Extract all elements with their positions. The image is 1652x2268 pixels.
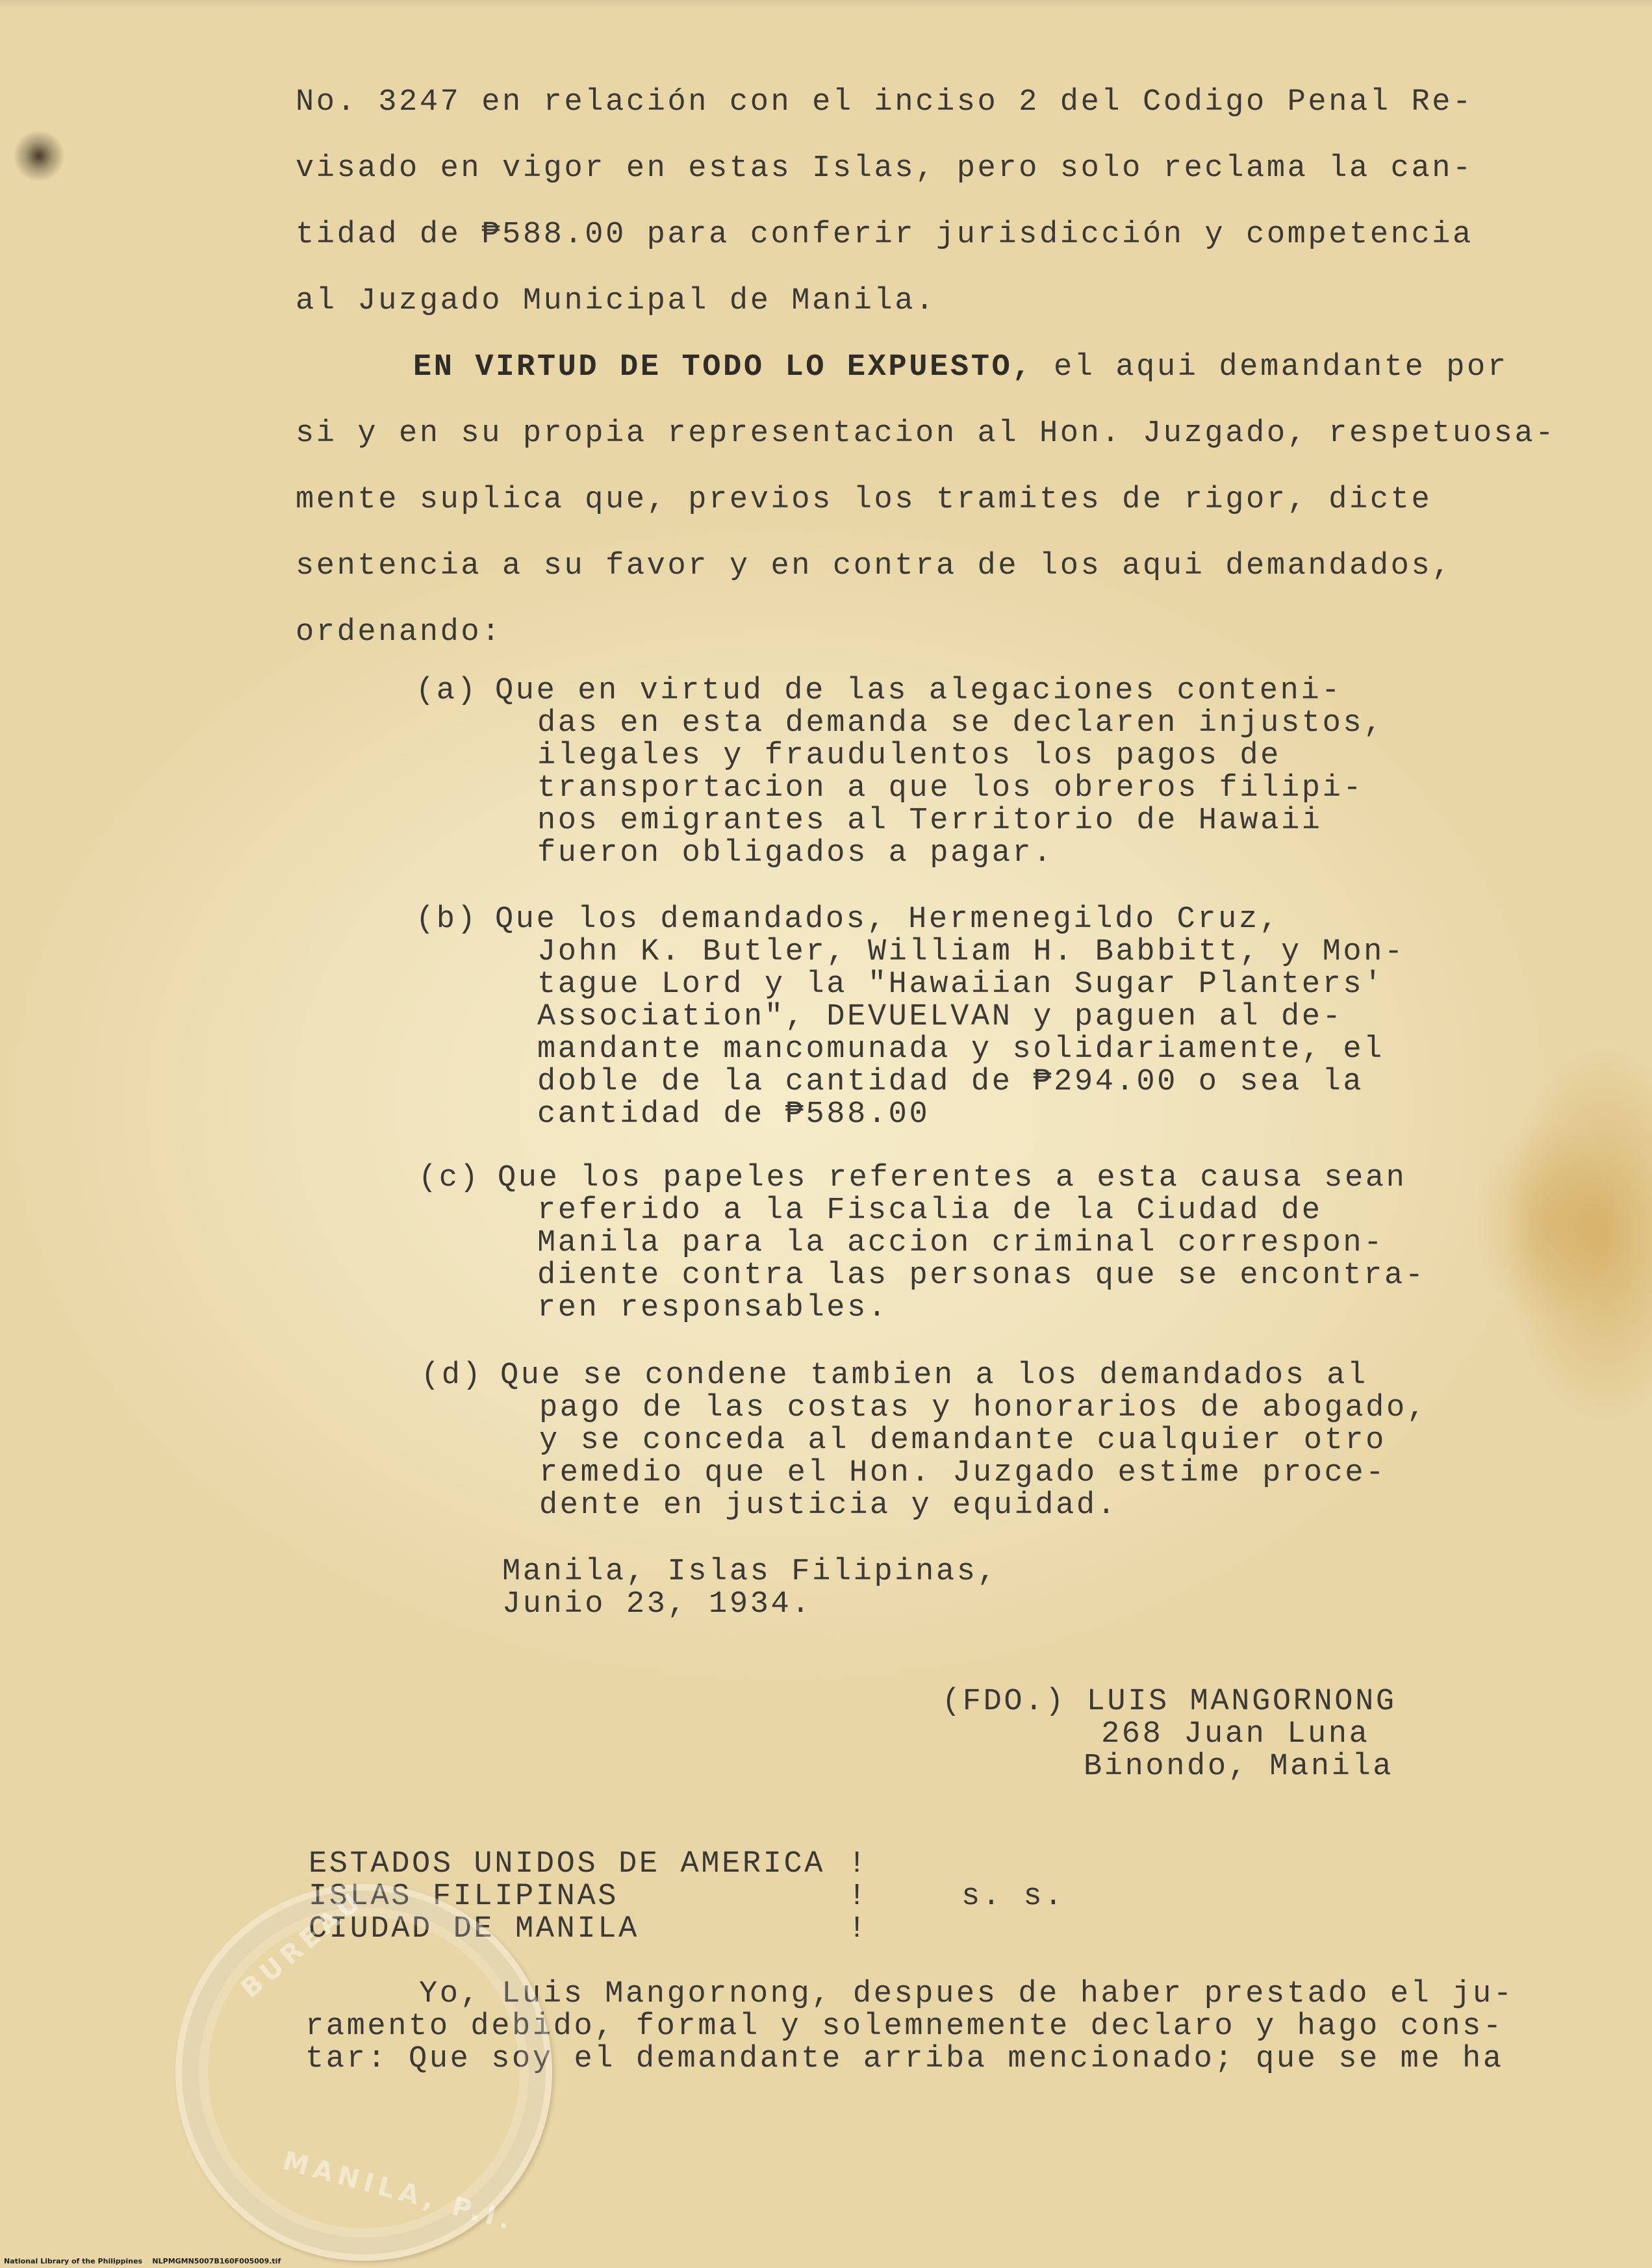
body-line <box>413 350 1508 386</box>
venue-bracket: ! <box>848 1847 869 1881</box>
venue-bracket: ! <box>848 1912 869 1946</box>
item-line: cantidad de ₱588.00 <box>537 1097 930 1132</box>
body-line: mente suplica que, previos los tramites de rigor, dicte <box>296 483 1432 517</box>
item-line: Que los demandados, Hermenegildo Cruz, <box>495 902 1280 937</box>
body-line: ordenando: <box>296 615 503 650</box>
lead-rest: el aqui demandante por <box>1033 350 1508 385</box>
oath-line: ramento debido, formal y solemnemente declaro y hago cons- <box>305 2009 1504 2044</box>
item-line: referido a la Fiscalia de la Ciudad de <box>537 1193 1323 1228</box>
oath-line: tar: Que soy el demandante arriba mencionado; que se me ha <box>305 2042 1504 2076</box>
item-line: doble de la cantidad de ₱294.00 o sea la <box>537 1065 1364 1099</box>
oath-line: Yo, Luis Mangornong, despues de haber prestado el ju- <box>419 1977 1514 2011</box>
body-line: al Juzgado Municipal de Manila. <box>296 284 936 318</box>
seal-text-bottom: MANILA, P.I. <box>279 2146 519 2237</box>
venue-line: ESTADOS UNIDOS DE AMERICA <box>309 1847 826 1881</box>
item-marker: (b) <box>416 902 478 937</box>
signature-address: 268 Juan Luna <box>1101 1717 1370 1752</box>
item-line: Que en virtud de las alegaciones conteni- <box>495 674 1342 708</box>
body-line: si y en su propia representacion al Hon. Juzgado, respetuosa- <box>296 416 1557 451</box>
place-line: Manila, Islas Filipinas, <box>502 1555 998 1589</box>
item-line: ilegales y fraudulentos los pagos de <box>537 739 1281 773</box>
ink-blot <box>13 130 65 182</box>
venue-line: ISLAS FILIPINAS <box>309 1879 619 1914</box>
item-marker: (a) <box>416 674 478 708</box>
item-line: tague Lord y la "Hawaiian Sugar Planters' <box>537 967 1384 1002</box>
date-line: Junio 23, 1934. <box>502 1587 813 1622</box>
venue-line: CIUDAD DE MANILA <box>309 1912 639 1946</box>
bold-lead: EN VIRTUD DE TODO LO EXPUESTO, <box>413 350 1034 385</box>
item-line: Que los papeles referentes a esta causa sean <box>498 1161 1407 1195</box>
item-line: Que se condene tambien a los demandados al <box>500 1358 1368 1393</box>
item-line: fueron obligados a pagar. <box>537 836 1054 871</box>
item-line: John K. Butler, William H. Babbitt, y Mon- <box>537 935 1405 969</box>
item-line: dente en justicia y equidad. <box>539 1488 1118 1523</box>
item-line: das en esta demanda se declaren injustos, <box>537 706 1384 741</box>
archive-footer: National Library of the Philippines NLPMGMN5007B160F005009.tif <box>4 2257 281 2265</box>
body-line: tidad de ₱588.00 para conferir jurisdicción y competencia <box>296 218 1473 252</box>
item-marker: (c) <box>418 1161 481 1195</box>
item-line: mandante mancomunada y solidariamente, el <box>537 1032 1384 1067</box>
body-line: visado en vigor en estas Islas, pero solo reclama la can- <box>296 151 1473 186</box>
item-line: diente contra las personas que se encontra- <box>537 1258 1426 1293</box>
venue-bracket: ! <box>848 1879 869 1914</box>
item-line: remedio que el Hon. Juzgado estime proce- <box>539 1456 1386 1490</box>
item-line: ren responsables. <box>537 1291 889 1325</box>
item-line: pago de las costas y honorarios de abogado, <box>539 1391 1428 1425</box>
body-line: sentencia a su favor y en contra de los aqui demandados, <box>296 549 1453 583</box>
item-line: nos emigrantes al Territorio de Hawaii <box>537 804 1323 838</box>
signature-name: (FDO.) LUIS MANGORNONG <box>942 1685 1397 1719</box>
item-line: Association", DEVUELVAN y paguen al de- <box>537 1000 1343 1034</box>
body-line: No. 3247 en relación con el inciso 2 del Codigo Penal Re- <box>296 85 1473 120</box>
paper-edge <box>0 0 1652 9</box>
item-line: y se conceda al demandante cualquier otro <box>539 1423 1386 1458</box>
seal-text-top: BUREAU <box>235 1885 370 2004</box>
signature-city: Binondo, Manila <box>1084 1750 1394 1784</box>
item-marker: (d) <box>421 1358 483 1393</box>
item-line: Manila para la accion criminal correspon- <box>537 1226 1384 1260</box>
embossed-seal <box>175 1884 552 2261</box>
venue-ss: s. s. <box>961 1879 1065 1914</box>
item-line: transportacion a que los obreros filipi- <box>537 771 1364 806</box>
